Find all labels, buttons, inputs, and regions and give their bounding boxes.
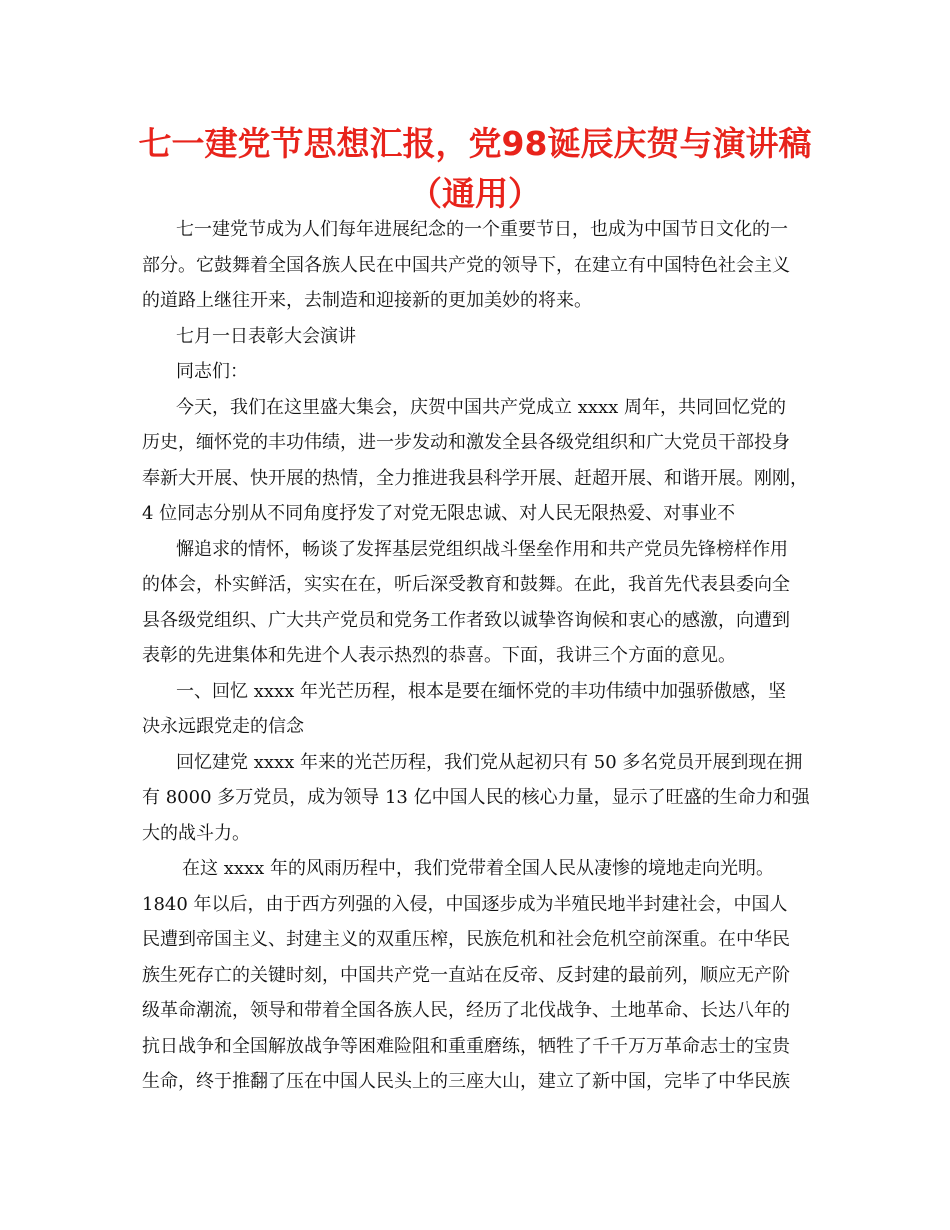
body-line: 决永远跟党走的信念 <box>142 716 304 737</box>
body-line: 族生死存亡的关键时刻，中国共产党一直站在反帝、反封建的最前列，顺应无产阶 <box>142 965 790 986</box>
body-line: 生命，终于推翻了压在中国人民头上的三座大山，建立了新中国，完毕了中华民族 <box>142 1071 790 1092</box>
document-title-line-1: 七一建党节思想汇报，党98诞辰庆贺与演讲稿 <box>138 124 812 163</box>
body-line: 的道路上继往开来，去制造和迎接新的更加美妙的将来。 <box>142 290 592 311</box>
body-line: 大的战斗力。 <box>142 823 250 844</box>
body-line: 今天，我们在这里盛大集会，庆贺中国共产党成立 xxxx 周年，共同回忆党的 <box>176 397 787 418</box>
body-line: 部分。它鼓舞着全国各族人民在中国共产党的领导下，在建立有中国特色社会主义 <box>142 255 790 276</box>
body-line: 奉新大开展、快开展的热情，全力推进我县科学开展、赶超开展、和谐开展。刚刚， <box>142 468 808 489</box>
body-line: 七一建党节成为人们每年进展纪念的一个重要节日，也成为中国节日文化的一 <box>176 219 788 240</box>
body-line: 表彰的先进集体和先进个人表示热烈的恭喜。下面，我讲三个方面的意见。 <box>142 645 736 666</box>
body-line: 级革命潮流，领导和带着全国各族人民，经历了北伐战争、土地革命、长达八年的 <box>142 1000 790 1021</box>
body-line: 一、回忆 xxxx 年光芒历程，根本是要在缅怀党的丰功伟绩中加强骄傲感，坚 <box>176 681 787 702</box>
body-line: 抗日战争和全国解放战争等困难险阻和重重磨练，牺牲了千千万万革命志士的宝贵 <box>142 1036 790 1057</box>
body-line: 有 8000 多万党员，成为领导 13 亿中国人民的核心力量，显示了旺盛的生命力和强 <box>142 787 810 808</box>
body-line: 4 位同志分别从不同角度抒发了对党无限忠诚、对人民无限热爱、对事业不 <box>142 503 736 524</box>
body-line: 回忆建党 xxxx 年来的光芒历程，我们党从起初只有 50 多名党员开展到现在拥 <box>176 752 803 773</box>
body-line: 在这 xxxx 年的风雨历程中，我们党带着全国人民从凄惨的境地走向光明。 <box>182 858 775 879</box>
body-line: 七月一日表彰大会演讲 <box>176 326 356 347</box>
body-line: 懈追求的情怀，畅谈了发挥基层党组织战斗堡垒作用和共产党员先锋榜样作用 <box>176 539 788 560</box>
body-line: 的体会，朴实鲜活，实实在在，听后深受教育和鼓舞。在此，我首先代表县委向全 <box>142 574 790 595</box>
body-line: 县各级党组织、广大共产党员和党务工作者致以诚挚咨询候和衷心的感激，向遭到 <box>142 610 790 631</box>
body-line: 1840 年以后，由于西方列强的入侵，中国逐步成为半殖民地半封建社会，中国人 <box>142 894 788 915</box>
body-line: 同志们： <box>176 361 248 382</box>
document-title-line-2: （通用） <box>409 174 541 213</box>
body-line: 历史，缅怀党的丰功伟绩，进一步发动和激发全县各级党组织和广大党员干部投身 <box>142 432 790 453</box>
body-line: 民遭到帝国主义、封建主义的双重压榨，民族危机和社会危机空前深重。在中华民 <box>142 929 790 950</box>
